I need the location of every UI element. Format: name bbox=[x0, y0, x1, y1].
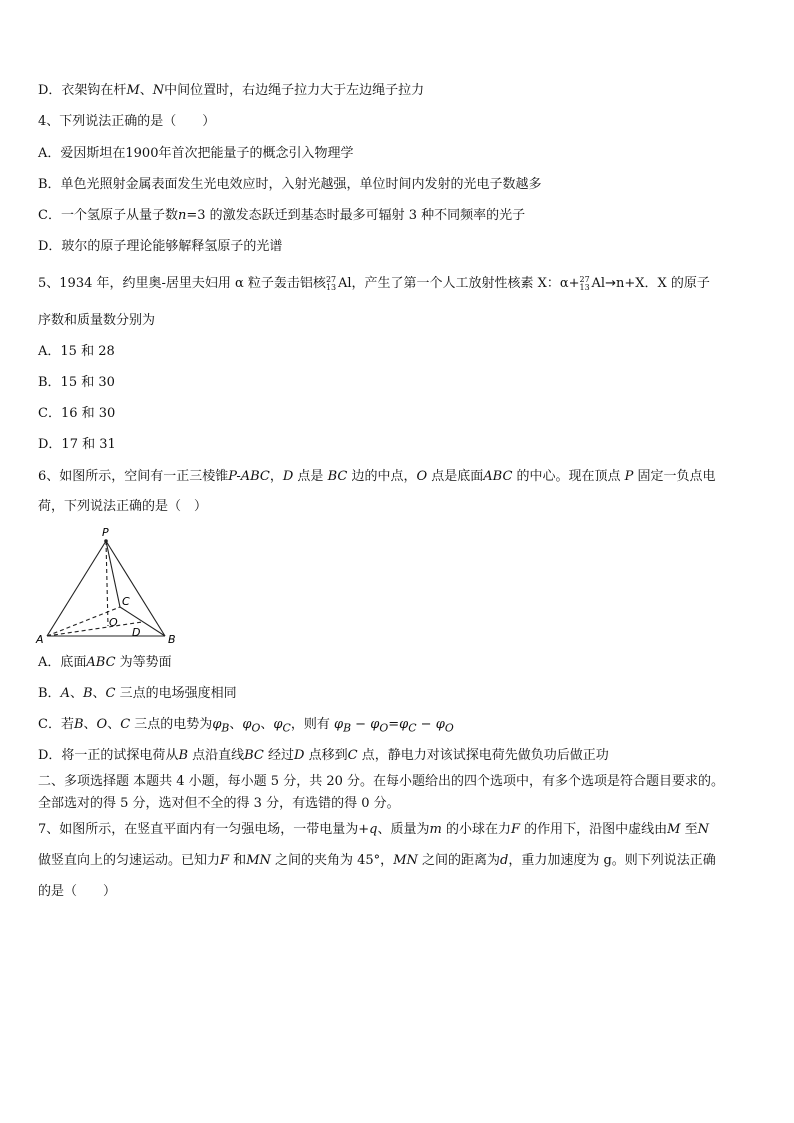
text-span: 、 bbox=[229, 717, 243, 732]
segment-ad bbox=[47, 622, 142, 636]
var: q bbox=[369, 822, 378, 837]
text-span: 的中心。现在顶点 bbox=[512, 469, 625, 484]
text-span: = bbox=[388, 717, 400, 732]
label-p: P bbox=[102, 526, 109, 539]
q6-stem-line1 bbox=[38, 468, 716, 486]
text-span: 之间的距离为 bbox=[417, 853, 501, 868]
var: MN bbox=[246, 853, 271, 868]
var: MN bbox=[393, 853, 418, 868]
text-span: ，则有 bbox=[290, 717, 334, 732]
var: C bbox=[120, 717, 131, 732]
label-b: B bbox=[168, 633, 176, 646]
text-span: 三点的电势为 bbox=[130, 717, 213, 732]
text-span: 之间的夹角为 45°， bbox=[270, 853, 394, 868]
var: C bbox=[347, 748, 358, 763]
edge-pa bbox=[47, 541, 106, 636]
var: M bbox=[667, 822, 681, 837]
q6-option-a bbox=[38, 654, 172, 672]
var: B bbox=[73, 717, 84, 732]
text-span: A．底面 bbox=[38, 655, 87, 670]
text-span: 点，静电力对该试探电荷先做负功后做正功 bbox=[357, 748, 609, 763]
var: φ bbox=[435, 717, 445, 732]
text-span: 、质量为 bbox=[377, 822, 430, 837]
subscript: O bbox=[444, 721, 454, 735]
var: O bbox=[96, 717, 108, 732]
var: φ bbox=[212, 717, 222, 732]
text-span: − bbox=[416, 717, 436, 732]
subscript: O bbox=[251, 721, 261, 735]
q7-line3: 的是（ ） bbox=[38, 884, 117, 899]
text-span: 三点的电场强度相同 bbox=[115, 686, 237, 701]
var: m bbox=[429, 822, 442, 837]
q3-option-d bbox=[38, 82, 424, 100]
q4-option-b: B．单色光照射金属表面发生光电效应时，入射光越强，单位时间内发射的光电子数越多 bbox=[38, 177, 542, 192]
section2-line1: 二、多项选择题 本题共 4 小题，每小题 5 分，共 20 分。在每小题给出的四个选项中，有多个选项是符合题目要求的。 bbox=[38, 774, 725, 789]
var: ABC bbox=[483, 469, 513, 484]
var-n: n bbox=[177, 208, 187, 223]
var: d bbox=[500, 853, 509, 868]
text-span: ， bbox=[269, 469, 283, 484]
edge-bc bbox=[120, 607, 165, 636]
text-span: =3 的激发态跃迁到基态时最多可辐射 3 种不同频率的光子 bbox=[186, 208, 526, 223]
q5-option-a: A．15 和 28 bbox=[38, 344, 115, 359]
q4-stem: 4、下列说法正确的是（ ） bbox=[38, 114, 216, 129]
q5-option-b: B．15 和 30 bbox=[38, 375, 115, 390]
q7-line2 bbox=[38, 852, 716, 870]
q5-stem-line1 bbox=[38, 275, 710, 293]
text-span: 5、1934 年，约里奥-居里夫妇用 α 粒子轰击铝核 bbox=[38, 276, 326, 291]
var-n: N bbox=[152, 83, 165, 98]
var: ABC bbox=[86, 655, 116, 670]
var: P-ABC bbox=[228, 469, 270, 484]
var: B bbox=[178, 748, 188, 763]
var: P bbox=[624, 469, 634, 484]
q6-option-b bbox=[38, 685, 237, 703]
text-span: 7、如图所示，在竖直平面内有一匀强电场，一带电量为+ bbox=[38, 822, 370, 837]
vertex-p-dot bbox=[104, 539, 108, 543]
text-span: 、 bbox=[107, 717, 121, 732]
var-m: M bbox=[126, 83, 140, 98]
text-span: D．将一正的试探电荷从 bbox=[38, 748, 179, 763]
element-symbol: Al bbox=[591, 276, 606, 291]
var: D bbox=[294, 748, 305, 763]
var: φ bbox=[273, 717, 283, 732]
var: F bbox=[510, 822, 521, 837]
text-span: 的作用下，沿图中虚线由 bbox=[520, 822, 668, 837]
var: φ bbox=[242, 717, 252, 732]
text-span: n+X．X 的原子 bbox=[616, 276, 710, 291]
q5-stem-line2: 序数和质量数分别为 bbox=[38, 313, 156, 328]
text-span: 、 bbox=[260, 717, 274, 732]
text-span: − bbox=[351, 717, 371, 732]
atomic-number: 13 bbox=[325, 283, 337, 292]
var: BC bbox=[327, 469, 348, 484]
mass-number: 27 bbox=[579, 275, 590, 284]
var: φ bbox=[333, 717, 344, 732]
var: A bbox=[60, 686, 70, 701]
reaction-arrow: → bbox=[605, 276, 616, 291]
element-symbol: Al bbox=[337, 276, 352, 291]
text-span: C．若 bbox=[38, 717, 74, 732]
subscript: C bbox=[408, 721, 417, 735]
text-span: 、 bbox=[69, 686, 83, 701]
pyramid-figure bbox=[34, 526, 184, 646]
subscript: B bbox=[221, 721, 230, 735]
var: C bbox=[105, 686, 116, 701]
text-span: B． bbox=[38, 686, 61, 701]
text-span: 至 bbox=[680, 822, 698, 837]
text-span: 边的中点， bbox=[347, 469, 417, 484]
q4-option-a: A．爱因斯坦在1900年首次把能量子的概念引入物理学 bbox=[38, 146, 354, 161]
label-o: O bbox=[109, 616, 118, 629]
subscript: O bbox=[379, 721, 389, 735]
text-span: 为等势面 bbox=[115, 655, 172, 670]
label-a: A bbox=[36, 633, 44, 646]
atomic-number: 13 bbox=[579, 283, 590, 292]
text-span: 和 bbox=[229, 853, 247, 868]
text-span: 点沿直线 bbox=[188, 748, 245, 763]
section2-line2: 全部选对的得 5 分，选对但不全的得 3 分，有选错的得 0 分。 bbox=[38, 796, 400, 811]
text-span: 、 bbox=[92, 686, 106, 701]
q7-line1 bbox=[38, 821, 709, 839]
subscript: C bbox=[282, 721, 291, 735]
text-span: 中间位置时，右边绳子拉力大于左边绳子拉力 bbox=[164, 83, 425, 98]
text-span: ，产生了第一个人工放射性核素 X： bbox=[351, 276, 560, 291]
q5-option-c: C．16 和 30 bbox=[38, 406, 116, 421]
text-span: α+ bbox=[559, 276, 580, 291]
label-d: D bbox=[132, 626, 141, 639]
segment-po bbox=[106, 541, 108, 626]
var: B bbox=[82, 686, 93, 701]
text-span: 6、如图所示，空间有一正三棱锥 bbox=[38, 469, 229, 484]
q6-stem-line2: 荷，下列说法正确的是（ ） bbox=[38, 499, 208, 514]
subscript: B bbox=[343, 721, 352, 735]
text-span: 点移到 bbox=[304, 748, 348, 763]
text-span: ，重力加速度为 g。则下列说法正确 bbox=[508, 853, 716, 868]
text-span: 做竖直向上的匀速运动。已知力 bbox=[38, 853, 221, 868]
label-c: C bbox=[122, 595, 130, 608]
text-span: 、 bbox=[139, 83, 153, 98]
var: BC bbox=[244, 748, 264, 763]
text-span: 点是 bbox=[293, 469, 328, 484]
text-span: 固定一负点电 bbox=[633, 469, 716, 484]
q4-option-c bbox=[38, 207, 525, 225]
isotope-prescripts bbox=[580, 275, 592, 293]
text-span: 点是底面 bbox=[427, 469, 484, 484]
var: N bbox=[697, 822, 709, 837]
text-span: 的小球在力 bbox=[441, 822, 511, 837]
var: F bbox=[220, 853, 230, 868]
mass-number: 27 bbox=[325, 275, 337, 284]
text-span: 、 bbox=[83, 717, 97, 732]
q6-option-c bbox=[38, 716, 454, 738]
q6-option-d bbox=[38, 747, 609, 765]
edge-pc bbox=[106, 541, 120, 607]
var: φ bbox=[399, 717, 409, 732]
q5-option-d: D．17 和 31 bbox=[38, 437, 116, 452]
text-span: C．一个氢原子从量子数 bbox=[38, 208, 178, 223]
q4-option-d: D．玻尔的原子理论能够解释氢原子的光谱 bbox=[38, 239, 283, 254]
text-span: D．衣架钩在杆 bbox=[38, 83, 127, 98]
isotope-prescripts bbox=[326, 275, 338, 293]
var: D bbox=[282, 469, 294, 484]
text-span: 经过 bbox=[263, 748, 295, 763]
var: O bbox=[416, 469, 428, 484]
var: φ bbox=[370, 717, 380, 732]
